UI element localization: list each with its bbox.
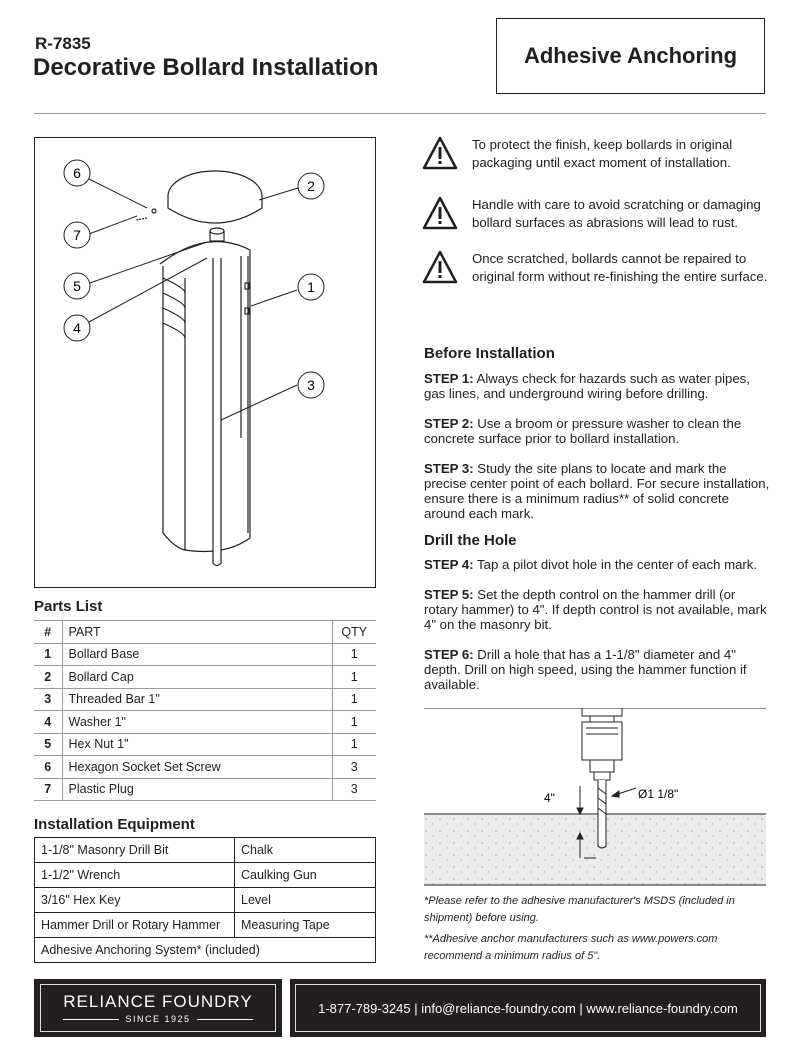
- warning-icon: [422, 196, 458, 230]
- drill-diagram: [424, 708, 766, 886]
- callout-7: [64, 222, 90, 248]
- depth-label: 4": [544, 791, 555, 805]
- svg-text:1: 1: [307, 279, 315, 295]
- callout-2: [298, 173, 324, 199]
- svg-text:7: 7: [73, 227, 81, 243]
- svg-text:2: 2: [307, 178, 315, 194]
- cap-side: [168, 196, 262, 223]
- table-row: 1 Bollard Base 1: [34, 643, 376, 666]
- step-4: STEP 4: Tap a pilot divot hole in the center of each mark.: [424, 557, 758, 572]
- brand-name: RELIANCE FOUNDRY: [63, 992, 253, 1011]
- before-installation-steps: [424, 371, 772, 536]
- before-installation-heading: Before Installation: [424, 345, 555, 362]
- table-row: 4 Washer 1" 1: [34, 711, 376, 734]
- svg-text:5: 5: [73, 278, 81, 294]
- svg-text:4: 4: [73, 320, 81, 336]
- table-row: 6 Hexagon Socket Set Screw 3: [34, 756, 376, 779]
- step-1: STEP 1: Always check for hazards such as water pipes, gas lines, and underground wiring before drilling.: [424, 371, 750, 401]
- equipment-table: [34, 837, 376, 963]
- warning-icon: [422, 136, 458, 170]
- callout-5: [64, 273, 90, 299]
- warning-icon: [422, 250, 458, 284]
- table-row: Hammer Drill or Rotary Hammer Measuring Tape: [35, 913, 376, 938]
- header-divider: [34, 113, 766, 114]
- warning-1: To protect the finish, keep bollards in original packaging until exact moment of installation.: [422, 136, 772, 172]
- drill-hole-heading: Drill the Hole: [424, 532, 517, 549]
- contact-info: 1-877-789-3245 | info@reliance-foundry.com | www.reliance-foundry.com: [295, 984, 761, 1032]
- note-msds: *Please refer to the adhesive manufacturer's MSDS (included in shipment) before using.: [424, 895, 735, 924]
- table-row: Adhesive Anchoring System* (included): [35, 938, 376, 963]
- note-radius: **Adhesive anchor manufacturers such as www.powers.com recommend a minimum radius of 5".: [424, 933, 718, 962]
- table-row: 5 Hex Nut 1" 1: [34, 733, 376, 756]
- step-5: STEP 5: Set the depth control on the hammer drill (or rotary hammer) to 4". If depth control is not available, mark 4" on the masonry bit.: [424, 587, 767, 632]
- contact-bar: [290, 979, 766, 1037]
- svg-text:6: 6: [73, 165, 81, 181]
- brand-logo: [34, 979, 282, 1037]
- parts-table-header: # PART QTY: [34, 621, 376, 644]
- equipment-heading: Installation Equipment: [34, 816, 195, 833]
- warning-3: Once scratched, bollards cannot be repaired to original form without re-finishing the entire surface.: [422, 250, 772, 286]
- callout-4: [64, 315, 90, 341]
- diameter-label: Ø1 1/8": [638, 787, 679, 801]
- document-code: R-7835: [35, 34, 91, 53]
- step-3: STEP 3: Study the site plans to locate and mark the precise center point of each bollard. For secure installation, ensure there is a minimum radius** of solid concrete around each mark.: [424, 461, 770, 521]
- callout-1: [298, 274, 324, 300]
- drill-drawing: [424, 708, 766, 886]
- installation-type-box: Adhesive Anchoring: [496, 18, 765, 94]
- table-row: 3 Threaded Bar 1" 1: [34, 688, 376, 711]
- table-row: 3/16" Hex Key Level: [35, 888, 376, 913]
- brand-since: SINCE 1925: [57, 1014, 258, 1024]
- parts-list-heading: Parts List: [34, 598, 103, 615]
- svg-text:3: 3: [307, 377, 315, 393]
- table-row: 1-1/2" Wrench Caulking Gun: [35, 863, 376, 888]
- callout-6: [64, 160, 90, 186]
- exploded-diagram: [34, 137, 376, 588]
- page-title: Decorative Bollard Installation: [33, 54, 379, 81]
- table-row: 1-1/8" Masonry Drill Bit Chalk: [35, 838, 376, 863]
- parts-table: [34, 620, 376, 801]
- warning-2: Handle with care to avoid scratching or damaging bollard surfaces as abrasions will lead to rust.: [422, 196, 772, 232]
- bollard-exploded-drawing: [35, 138, 377, 589]
- callout-3: [298, 372, 324, 398]
- step-2: STEP 2: Use a broom or pressure washer to clean the concrete surface prior to bollard installation.: [424, 416, 742, 446]
- table-row: 2 Bollard Cap 1: [34, 666, 376, 689]
- table-row: 7 Plastic Plug 3: [34, 778, 376, 801]
- step-6: STEP 6: Drill a hole that has a 1-1/8" diameter and 4" depth. Drill on high speed, using the hammer function if available.: [424, 647, 747, 692]
- drill-steps: [424, 557, 772, 707]
